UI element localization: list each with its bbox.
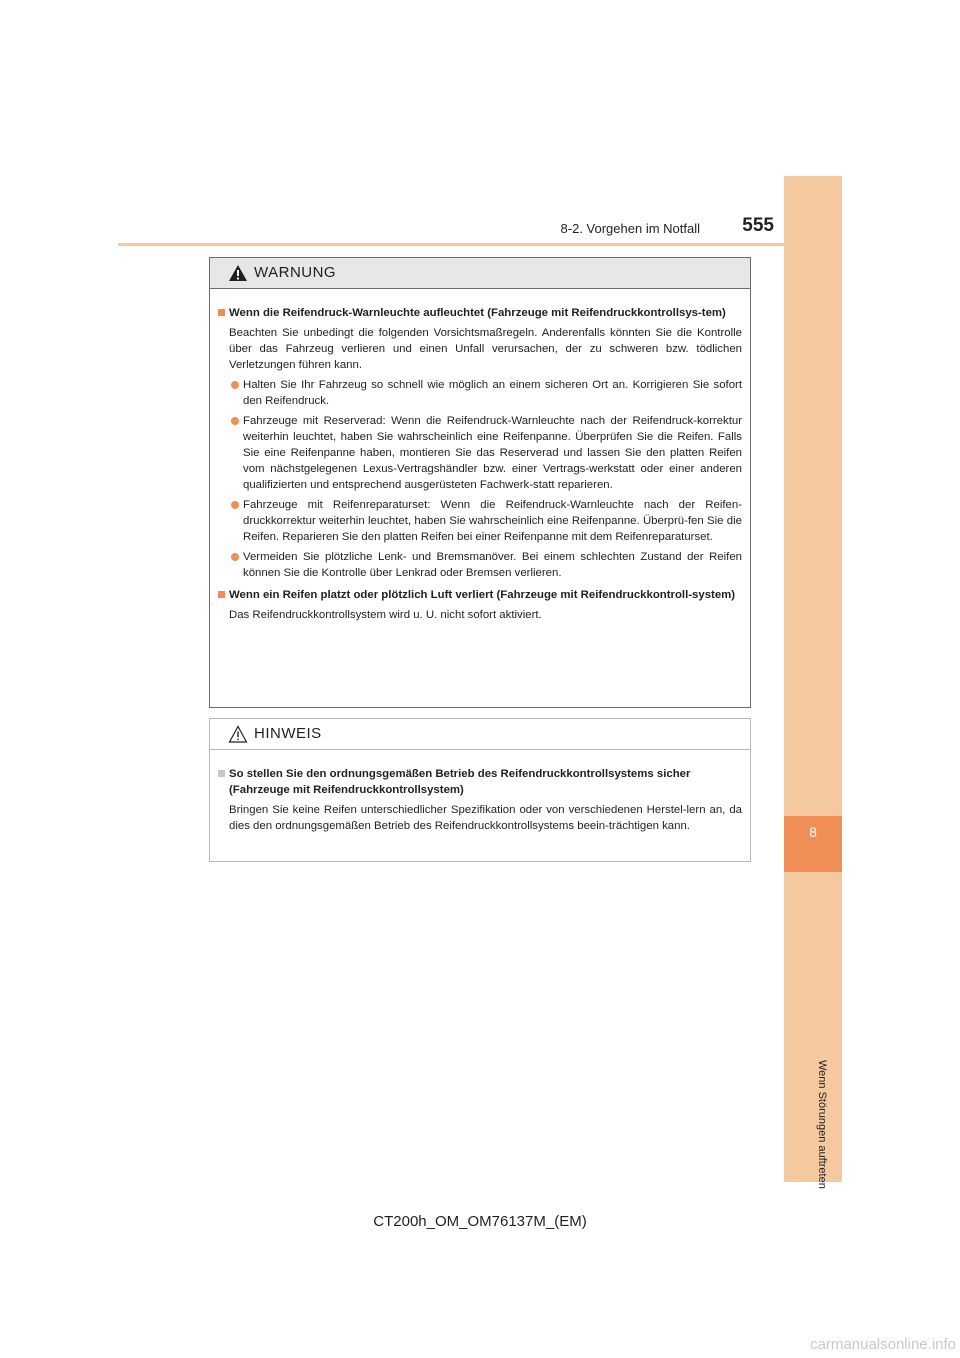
warning-bullet: Fahrzeuge mit Reifenreparaturset: Wenn die Reifendruck-Warnleuchte nach der Reifen-druckkorrektur weiterhin leuchtet, haben Sie wahrscheinlich eine Reifenpanne. Überprü-fen Sie die Reifen. Reparieren Sie den platten Reifen bei einer Reifenpanne mit dem Reifenreparaturset. [218, 497, 742, 545]
document-code: CT200h_OM_OM76137M_(EM) [373, 1213, 587, 1230]
round-bullet-icon [231, 417, 239, 425]
watermark: carmanualsonline.info [810, 1336, 956, 1353]
square-bullet-icon [218, 770, 225, 777]
round-bullet-icon [231, 381, 239, 389]
warning-label: WARNUNG [254, 264, 337, 281]
warning-bullet: Fahrzeuge mit Reserverad: Wenn die Reifendruck-Warnleuchte nach der Reifendruck-korrektur weiterhin leuchtet, haben Sie wahrscheinlich eine Reifenpanne. Überprüfen Sie die Reifen. Falls Sie eine Reifenpanne haben, montieren Sie das Reserverad und lassen Sie den platten Reifen vom nächstgelegenen Lexus-Vertragshändler bzw. einer Vertrags-werkstatt oder einer anderen qualifizierten und entsprechend ausgerüsteten Fachwerk-statt reparieren. [218, 413, 742, 493]
notice-header [210, 719, 750, 750]
round-bullet-icon [231, 553, 239, 561]
warning-bullet: Halten Sie Ihr Fahrzeug so schnell wie möglich an einem sicheren Ort an. Korrigieren Sie sofort den Reifendruck. [218, 377, 742, 409]
warning-heading: Wenn ein Reifen platzt oder plötzlich Luft verliert (Fahrzeuge mit Reifendruckkontroll-system) [218, 587, 742, 603]
warning-paragraph: Das Reifendruckkontrollsystem wird u. U. nicht sofort aktiviert. [229, 609, 542, 621]
chapter-side-tab [784, 176, 842, 1189]
notice-paragraph: Bringen Sie keine Reifen unterschiedlicher Spezifikation oder von verschiedenen Herstel-lern an, da dies den ordnungsgemäßen Betrieb des Reifendruckkontrollsystems beein-trächtigen kann. [229, 804, 742, 832]
notice-content [210, 750, 750, 834]
caution-triangle-icon [228, 725, 248, 743]
warning-triangle-icon [228, 264, 248, 282]
warning-box [209, 257, 751, 708]
header-rule [118, 243, 842, 246]
warning-header [210, 258, 750, 289]
chapter-number: 8 [809, 824, 817, 840]
warning-content [210, 289, 750, 623]
notice-box [209, 718, 751, 862]
warning-bullet: Vermeiden Sie plötzliche Lenk- und Bremsmanöver. Bei einem schlechten Zustand der Reifen können Sie die Kontrolle über Lenkrad oder Bremsen verlieren. [218, 549, 742, 581]
warning-heading: Wenn die Reifendruck-Warnleuchte aufleuchtet (Fahrzeuge mit Reifendruckkontrollsys-tem) [218, 305, 742, 321]
notice-heading: So stellen Sie den ordnungsgemäßen Betrieb des Reifendruckkontrollsystems sicher (Fahrzeuge mit Reifendruckkontrollsystem) [218, 766, 742, 798]
page-number: 555 [742, 215, 774, 236]
square-bullet-icon [218, 591, 225, 598]
section-title: 8-2. Vorgehen im Notfall [560, 221, 700, 236]
square-bullet-icon [218, 309, 225, 316]
round-bullet-icon [231, 501, 239, 509]
warning-paragraph: Beachten Sie unbedingt die folgenden Vorsichtsmaßregeln. Anderenfalls könnten Sie die Kontrolle über das Fahrzeug verlieren und einen Unfall verursachen, der zu schweren bzw. tödlichen Verletzungen führen kann. [229, 327, 742, 371]
chapter-title: Wenn Störungen auftreten [816, 1060, 828, 1189]
notice-label: HINWEIS [254, 725, 322, 742]
